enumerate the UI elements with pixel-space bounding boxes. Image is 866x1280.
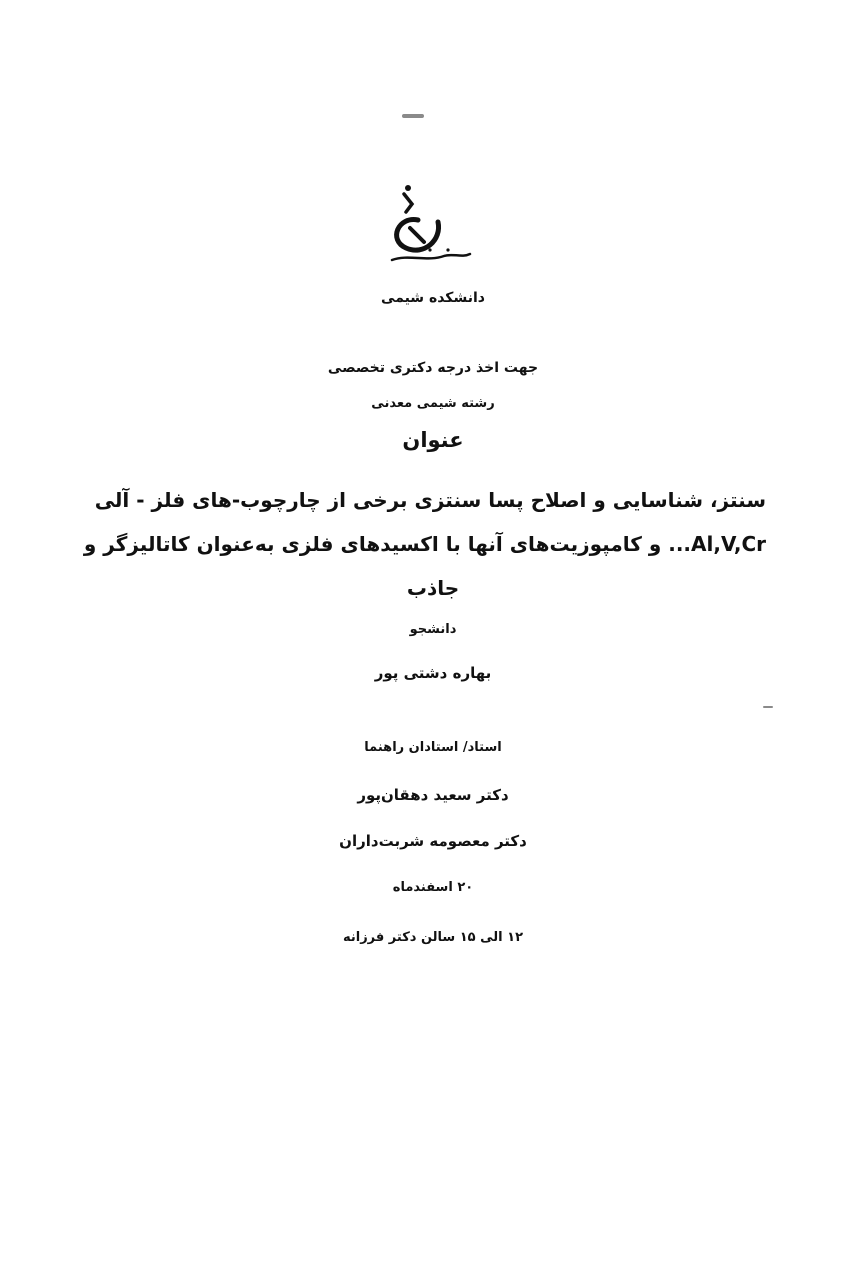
field-of-study: رشته شیمی معدنی bbox=[371, 396, 495, 411]
thesis-title-line: Al,V,Cr... و کامپوزیت‌های آنها با اکسیدهای فلزی به‌عنوان کاتالیزگر و bbox=[83, 532, 766, 556]
advisor-name: دکتر معصومه شربت‌داران bbox=[339, 832, 527, 850]
thesis-title-line: جاذب bbox=[406, 576, 460, 600]
degree-purpose: جهت اخذ درجه دکتری تخصصی bbox=[327, 360, 539, 376]
scan-speck bbox=[402, 114, 424, 118]
title-label: عنوان bbox=[402, 428, 464, 452]
faculty-name: دانشکده شیمی bbox=[381, 290, 485, 306]
defense-date: ۲۰ اسفندماه bbox=[392, 880, 474, 895]
student-name: بهاره دشتی پور bbox=[374, 664, 492, 682]
student-label: دانشجو bbox=[409, 622, 457, 637]
thesis-title bbox=[83, 478, 766, 610]
alzahra-university-logo-icon bbox=[378, 180, 474, 268]
advisor-name: دکتر سعید دهقان‌پور bbox=[357, 786, 509, 804]
scan-speck bbox=[763, 706, 773, 708]
defense-session: ۱۲ الی ۱۵ سالن دکتر فرزانه bbox=[342, 930, 524, 945]
thesis-title-line: سنتز، شناسایی و اصلاح پسا سنتزی برخی از چارچوب-های فلز - آلی bbox=[94, 488, 766, 512]
advisor-label: استاد/ استادان راهنما bbox=[364, 740, 502, 755]
